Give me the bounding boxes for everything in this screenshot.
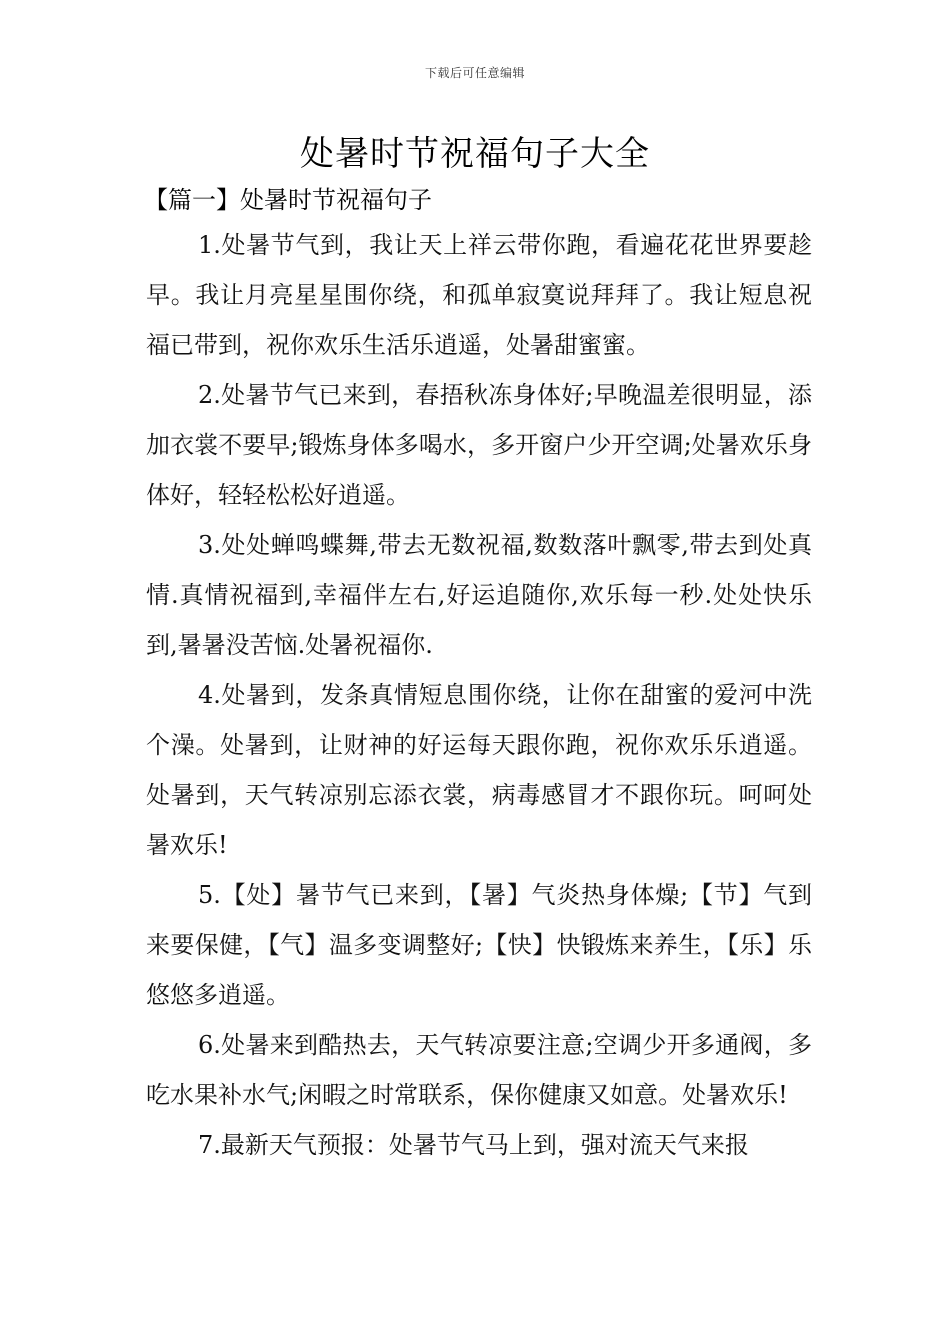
paragraph-7: 7.最新天气预报：处暑节气马上到，强对流天气来报 xyxy=(198,1131,749,1159)
paragraph-4: 4.处暑到，发条真情短息围你绕，让你在甜蜜的爱河中洗个澡。处暑到，让财神的好运每天跟你跑，祝你欢乐乐逍遥。处暑到，天气转凉别忘添衣裳，病毒感冒才不跟你玩。呵呵处暑欢乐! xyxy=(146,681,812,859)
document-body xyxy=(146,220,812,1170)
paragraph-6: 6.处暑来到酷热去，天气转凉要注意;空调少开多通阀，多吃水果补水气;闲暇之时常联系，保你健康又如意。处暑欢乐! xyxy=(146,1031,812,1109)
section-heading: 【篇一】处暑时节祝福句子 xyxy=(144,186,432,214)
paragraph-1: 1.处暑节气到，我让天上祥云带你跑，看遍花花世界要趁早。我让月亮星星围你绕，和孤单寂寞说拜拜了。我让短息祝福已带到，祝你欢乐生活乐逍遥，处暑甜蜜蜜。 xyxy=(146,231,812,359)
paragraph-2: 2.处暑节气已来到，春捂秋冻身体好;早晚温差很明显，添加衣裳不要早;锻炼身体多喝水，多开窗户少开空调;处暑欢乐身体好，轻轻松松好逍遥。 xyxy=(146,381,812,509)
paragraph-5: 5.【处】暑节气已来到，【暑】气炎热身体燥;【节】气到来要保健，【气】温多变调整好;【快】快锻炼来养生，【乐】乐悠悠多逍遥。 xyxy=(146,881,812,1009)
page-header-note: 下载后可任意编辑 xyxy=(424,66,525,80)
document-title: 处暑时节祝福句子大全 xyxy=(300,134,650,174)
paragraph-3: 3.处处蝉鸣蝶舞,带去无数祝福,数数落叶飘零,带去到处真情.真情祝福到,幸福伴左右,好运追随你,欢乐每一秒.处处快乐到,暑暑没苦恼.处暑祝福你. xyxy=(146,531,812,659)
